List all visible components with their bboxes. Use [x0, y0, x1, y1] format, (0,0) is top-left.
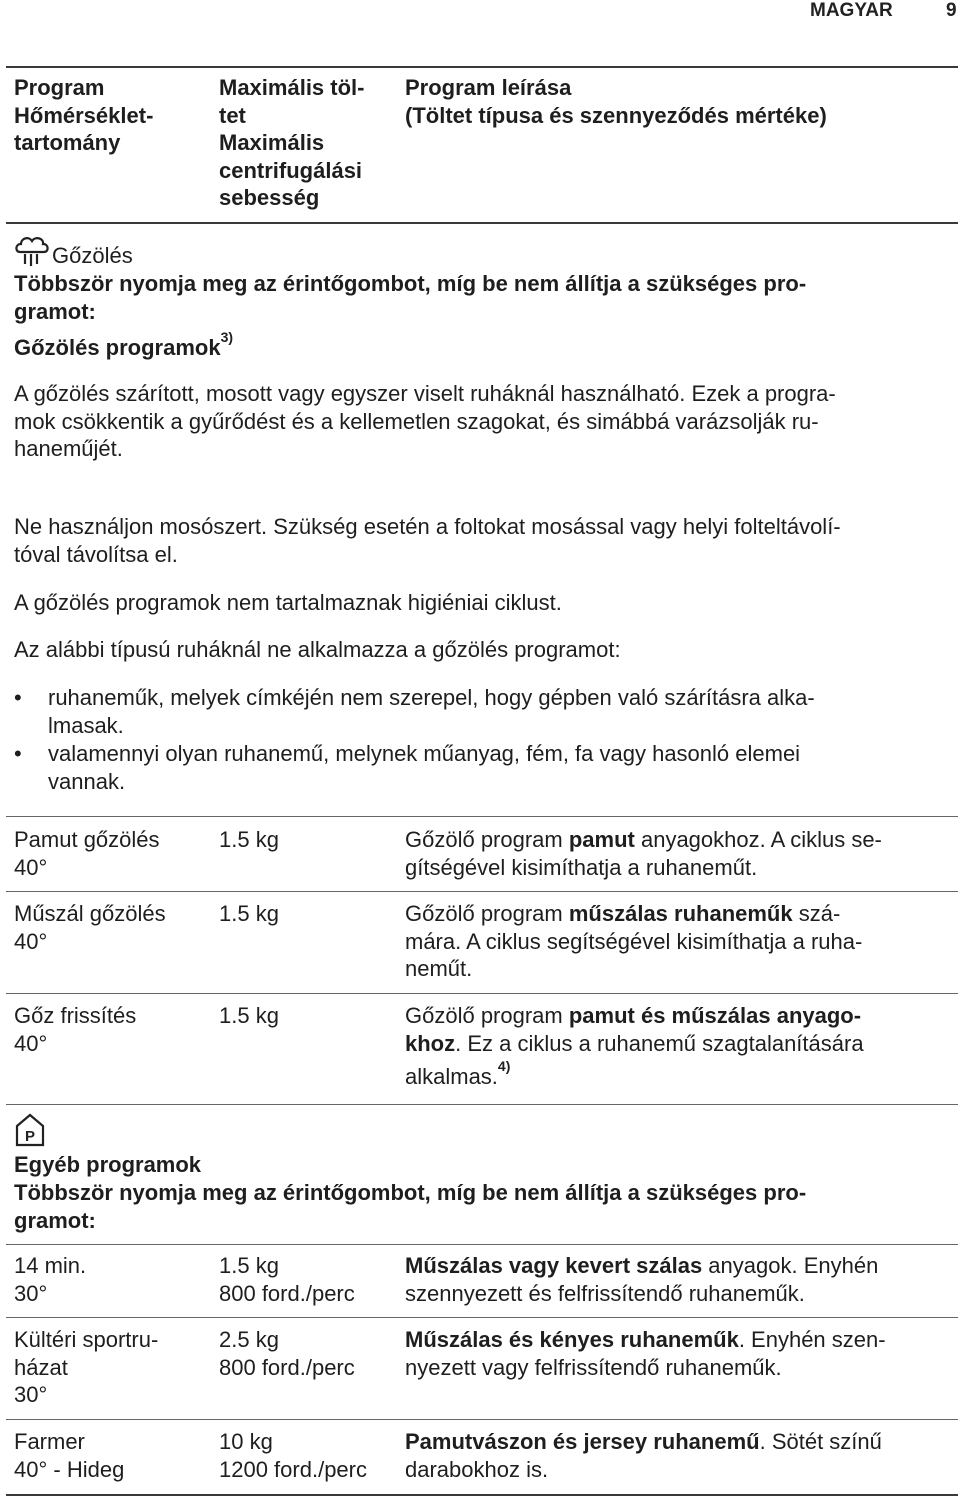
program-description: Műszálas és kényes ruhaneműk. Enyhén szen- nyezett vagy felfrissítendő ruhaneműk. — [405, 1327, 886, 1380]
row-divider — [6, 891, 958, 892]
header-bottom-rule — [6, 222, 958, 224]
program-name: Műszál gőzölés 40° — [14, 901, 166, 954]
program-load: 1.5 kg — [219, 827, 279, 852]
table-top-rule — [6, 66, 958, 68]
program-name: Gőz frissítés 40° — [14, 1003, 137, 1056]
program-name: Kültéri sportru- házat 30° — [14, 1327, 159, 1407]
steam-paragraph-2: Ne használjon mosószert. Szükség esetén a foltokat mosással vagy helyi folteltávolí- tóval távolítsa el. — [14, 514, 841, 567]
row-divider — [6, 993, 958, 994]
row-divider — [6, 1419, 958, 1420]
program-name: Pamut gőzölés 40° — [14, 827, 160, 880]
section-divider — [6, 1104, 958, 1105]
program-description: Műszálas vagy kevert szálas anyagok. Enyhén szennyezett és felfrissítendő ruhaneműk. — [405, 1253, 879, 1306]
header-load-spin: Maximális töl- tet Maximális centrifugálási sebesség — [219, 75, 365, 210]
program-description: Gőzölő program műszálas ruhaneműk szá- mára. A ciklus segítségével kisimíthatja a ruha- neműt. — [405, 901, 863, 981]
svg-text:P: P — [25, 1128, 36, 1145]
steam-section-title: Gőzölés — [52, 243, 133, 268]
steam-cloud-icon — [14, 232, 50, 268]
steam-paragraph-4: Az alábbi típusú ruháknál ne alkalmazza a gőzölés programot: — [14, 637, 621, 662]
program-description: Gőzölő program pamut anyagokhoz. A ciklus se- gítségével kisimíthatja a ruhaneműt. — [405, 827, 882, 880]
program-load: 1.5 kg 800 ford./perc — [219, 1253, 355, 1306]
header-description: Program leírása (Töltet típusa és szennyeződés mértéke) — [405, 75, 827, 128]
table-bottom-rule — [6, 1494, 958, 1496]
steam-instruction: Többször nyomja meg az érintőgombot, míg be nem állítja a szükséges pro- gramot: — [14, 271, 807, 324]
row-divider — [6, 816, 958, 817]
program-load: 1.5 kg — [219, 901, 279, 926]
language-label: MAGYAR — [810, 0, 893, 21]
page-number: 9 — [946, 0, 957, 21]
program-load: 10 kg 1200 ford./perc — [219, 1429, 367, 1482]
program-description: Pamutvászon és jersey ruhanemű. Sötét színű darabokhoz is. — [405, 1429, 882, 1482]
row-divider — [6, 1244, 958, 1245]
bullet-item-1: ruhaneműk, melyek címkéjén nem szerepel, hogy gépben való szárításra alka- lmasak. — [48, 685, 815, 738]
page-header — [0, 0, 960, 30]
footnote-ref-3: 3) — [220, 329, 234, 345]
bullet-marker: • — [14, 741, 22, 766]
other-instruction: Többször nyomja meg az érintőgombot, míg be nem állítja a szükséges pro- gramot: — [14, 1180, 807, 1233]
program-load: 2.5 kg 800 ford./perc — [219, 1327, 355, 1380]
steam-paragraph-1: A gőzölés szárított, mosott vagy egyszer viselt ruháknál használható. Ezek a progra- mok csökkentik a gyűrődést és a kellemetlen szagokat, és simábbá varázsolják ru- haneműjét. — [14, 381, 836, 461]
steam-paragraph-3: A gőzölés programok nem tartalmaznak higiéniai ciklust. — [14, 590, 562, 615]
program-load: 1.5 kg — [219, 1003, 279, 1028]
footnote-ref-4: 4) — [497, 1058, 511, 1074]
bullet-marker: • — [14, 685, 22, 710]
program-description: Gőzölő program pamut és műszálas anyago- khoz. Ez a ciklus a ruhanemű szagtalanítására alkalmas.$^{4)}$ — [405, 1003, 864, 1089]
header-program: Program Hőmérséklet- tartomány — [14, 75, 154, 155]
steam-subtitle: Gőzölés programok$^{3)}$ — [14, 329, 234, 360]
other-section-title: Egyéb programok — [14, 1152, 202, 1177]
row-divider — [6, 1317, 958, 1318]
program-p-icon — [14, 1112, 46, 1148]
bullet-item-2: valamennyi olyan ruhanemű, melynek műanyag, fém, fa vagy hasonló elemei vannak. — [48, 741, 801, 794]
program-name: Farmer 40° - Hideg — [14, 1429, 125, 1482]
program-name: 14 min. 30° — [14, 1253, 87, 1306]
